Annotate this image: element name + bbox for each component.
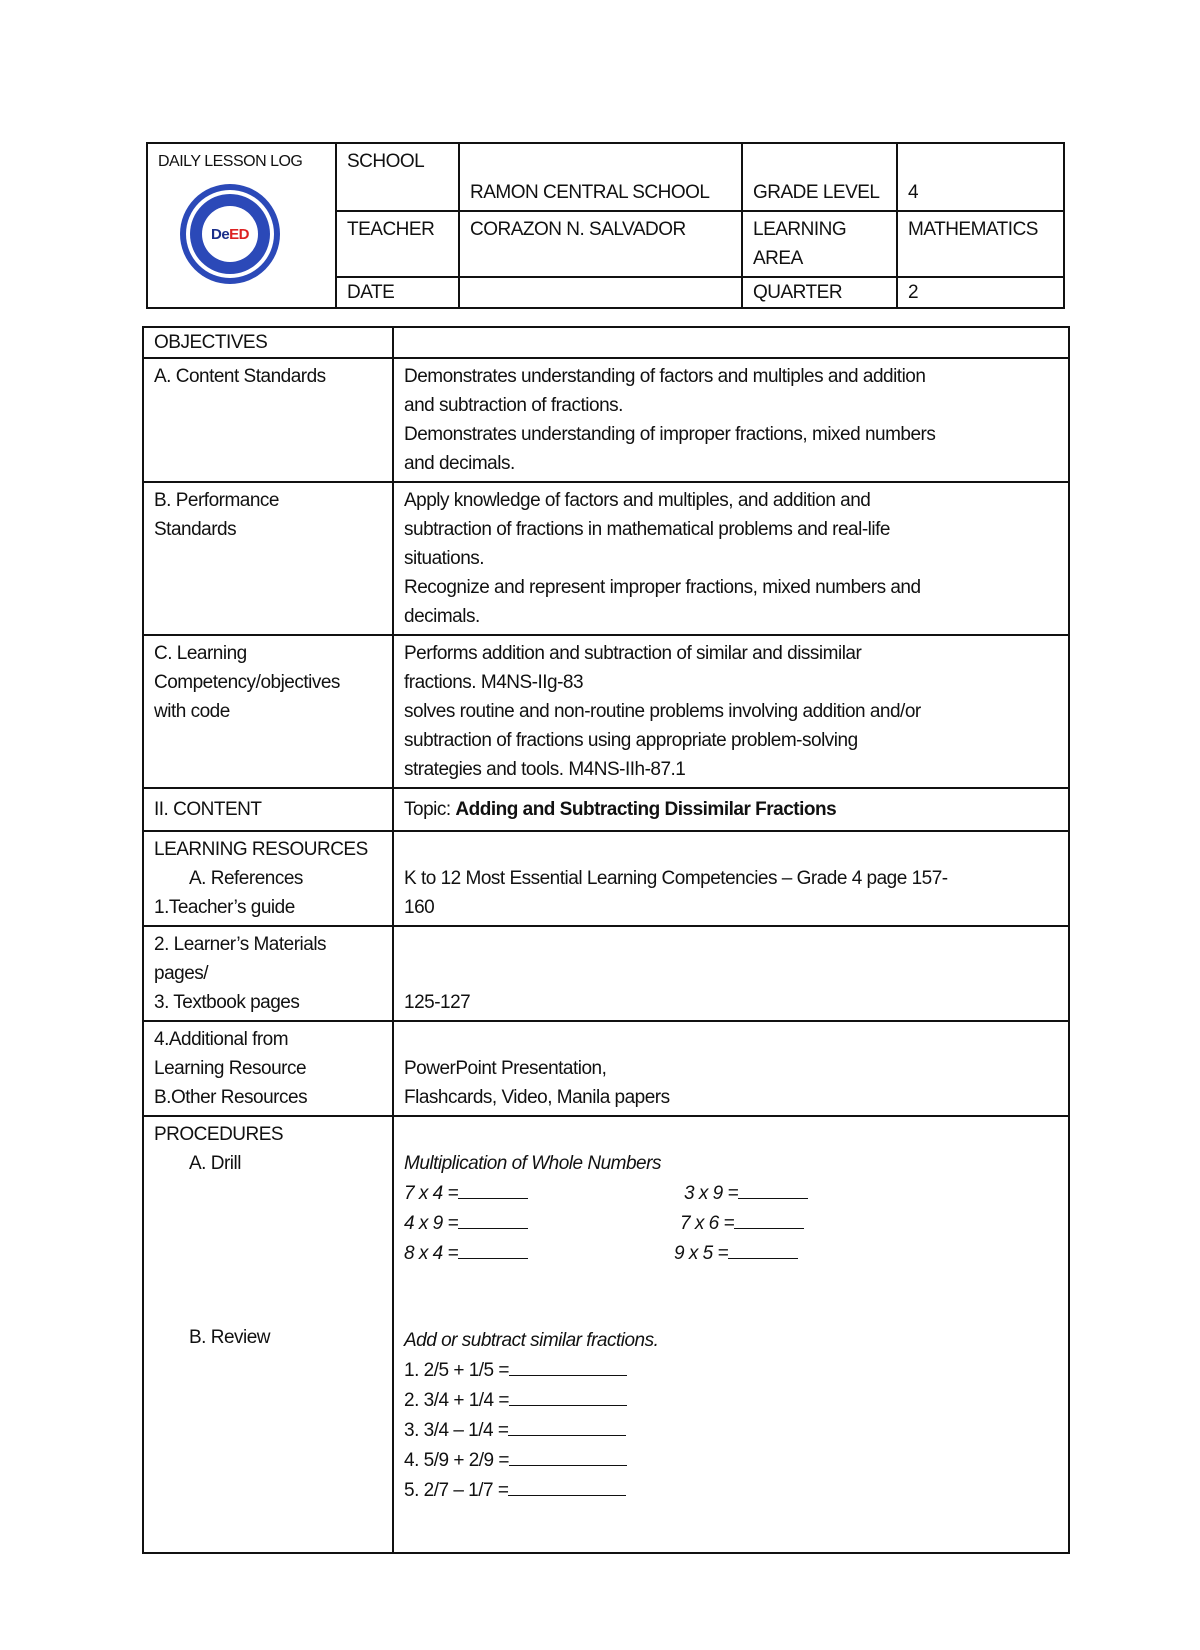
answer-blank[interactable] [734, 1208, 804, 1229]
svg-text:DeED: DeED [210, 226, 250, 243]
label-line: B. Performance [154, 490, 279, 511]
empty-cell [393, 327, 1069, 358]
label-line: with code [154, 701, 230, 722]
review-label: B. Review [189, 1327, 271, 1348]
text-line: decimals. [404, 606, 480, 627]
header-table [146, 142, 1065, 309]
additional-resources-label [143, 1021, 393, 1116]
answer-blank[interactable] [509, 1445, 627, 1466]
learning-area-value: MATHEMATICS [897, 211, 1064, 277]
procedures-label [143, 1116, 393, 1553]
school-value: RAMON CENTRAL SCHOOL [459, 143, 742, 211]
text-line: Demonstrates understanding of improper fractions, mixed numbers [404, 424, 936, 445]
drill-item: 7 x 4 = [404, 1183, 459, 1204]
drill-item: 4 x 9 = [404, 1213, 459, 1234]
text-line: Apply knowledge of factors and multiples, and addition and [404, 490, 871, 511]
spacer [154, 1178, 382, 1323]
area-label-line: LEARNING [753, 219, 847, 240]
spacer [404, 835, 1058, 864]
answer-blank[interactable] [458, 1208, 528, 1229]
objectives-heading: OBJECTIVES [143, 327, 393, 358]
learning-area-label [742, 211, 897, 277]
text-line: situations. [404, 548, 485, 569]
label-line: Competency/objectives [154, 672, 340, 693]
label-line: 3. Textbook pages [154, 992, 300, 1013]
content-topic [393, 788, 1069, 831]
answer-blank[interactable] [508, 1415, 626, 1436]
performance-standards-label [143, 482, 393, 635]
lesson-table [142, 326, 1070, 1554]
text-line: 160 [404, 897, 435, 918]
label-line: Standards [154, 519, 237, 540]
text-line: Recognize and represent improper fractions, mixed numbers and [404, 577, 921, 598]
drill-row [404, 1178, 1058, 1208]
references-label: A. References [189, 868, 303, 889]
answer-blank[interactable] [738, 1178, 808, 1199]
date-label: DATE [336, 277, 459, 308]
text-line: Performs addition and subtraction of similar and dissimilar [404, 643, 862, 664]
review-item [404, 1415, 1058, 1445]
text-line: Flashcards, Video, Manila papers [404, 1087, 670, 1108]
text-line: and subtraction of fractions. [404, 395, 623, 416]
drill-title: Multiplication of Whole Numbers [404, 1153, 661, 1174]
answer-blank[interactable] [458, 1178, 528, 1199]
grade-label: GRADE LEVEL [742, 143, 897, 211]
drill-item: 9 x 5 = [674, 1243, 729, 1264]
teachers-guide-label: 1.Teacher’s guide [154, 897, 295, 918]
answer-blank[interactable] [509, 1355, 627, 1376]
drill-label: A. Drill [189, 1153, 241, 1174]
review-item [404, 1445, 1058, 1475]
text-line: K to 12 Most Essential Learning Competencies – Grade 4 page 157- [404, 868, 948, 889]
review-question: 3. 3/4 – 1/4 = [404, 1420, 509, 1441]
doc-title: DAILY LESSON LOG [158, 153, 303, 170]
label-line: Learning Resource [154, 1058, 307, 1079]
answer-blank[interactable] [728, 1238, 798, 1259]
text-line: strategies and tools. M4NS-IIh-87.1 [404, 759, 686, 780]
quarter-value: 2 [897, 277, 1064, 308]
school-seal-logo [170, 182, 290, 287]
drill-item: 8 x 4 = [404, 1243, 459, 1264]
review-item [404, 1355, 1058, 1385]
competency-text [393, 635, 1069, 788]
drill-row [404, 1238, 1058, 1268]
drill-row [404, 1208, 1058, 1238]
review-question: 4. 5/9 + 2/9 = [404, 1450, 509, 1471]
content-standards-label: A. Content Standards [143, 358, 393, 482]
label-line: 4.Additional from [154, 1029, 289, 1050]
text-line: Demonstrates understanding of factors and multiples and addition [404, 366, 926, 387]
quarter-label: QUARTER [742, 277, 897, 308]
text-line: PowerPoint Presentation, [404, 1058, 607, 1079]
text-line: subtraction of fractions in mathematical problems and real-life [404, 519, 890, 540]
topic-prefix: Topic: [404, 799, 456, 820]
procedures-heading: PROCEDURES [154, 1124, 284, 1145]
school-label: SCHOOL [336, 143, 459, 211]
performance-standards-text [393, 482, 1069, 635]
text-line: solves routine and non-routine problems involving addition and/or [404, 701, 921, 722]
text-line: subtraction of fractions using appropriate problem-solving [404, 730, 858, 751]
grade-value: 4 [897, 143, 1064, 211]
answer-blank[interactable] [509, 1385, 627, 1406]
date-value[interactable] [459, 277, 742, 308]
textbook-pages: 125-127 [393, 926, 1069, 1021]
text-line: fractions. M4NS-IIg-83 [404, 672, 584, 693]
resources-heading: LEARNING RESOURCES [154, 839, 368, 860]
answer-blank[interactable] [458, 1238, 528, 1259]
review-item [404, 1475, 1058, 1505]
title-cell [147, 143, 336, 308]
resources-label [143, 831, 393, 926]
drill-item: 3 x 9 = [684, 1183, 739, 1204]
drill-item: 7 x 6 = [680, 1213, 735, 1234]
teacher-label: TEACHER [336, 211, 459, 277]
review-question: 1. 2/5 + 1/5 = [404, 1360, 509, 1381]
review-question: 5. 2/7 – 1/7 = [404, 1480, 509, 1501]
review-item [404, 1385, 1058, 1415]
review-question: 2. 3/4 + 1/4 = [404, 1390, 509, 1411]
competency-label [143, 635, 393, 788]
teacher-value: CORAZON N. SALVADOR [459, 211, 742, 277]
content-label: II. CONTENT [143, 788, 393, 831]
label-line: C. Learning [154, 643, 247, 664]
topic-title: Adding and Subtracting Dissimilar Fractions [455, 799, 837, 820]
teachers-guide-text [393, 831, 1069, 926]
procedures-text [393, 1116, 1069, 1553]
answer-blank[interactable] [508, 1475, 626, 1496]
label-line: pages/ [154, 963, 209, 984]
label-line: B.Other Resources [154, 1087, 308, 1108]
label-line: 2. Learner’s Materials [154, 934, 327, 955]
spacer [404, 1120, 1058, 1149]
content-standards-text [393, 358, 1069, 482]
review-title: Add or subtract similar fractions. [404, 1330, 659, 1351]
text-line: and decimals. [404, 453, 515, 474]
spacer [404, 1268, 1058, 1326]
learners-materials-label [143, 926, 393, 1021]
area-label-line: AREA [753, 248, 803, 269]
additional-resources-text [393, 1021, 1069, 1116]
